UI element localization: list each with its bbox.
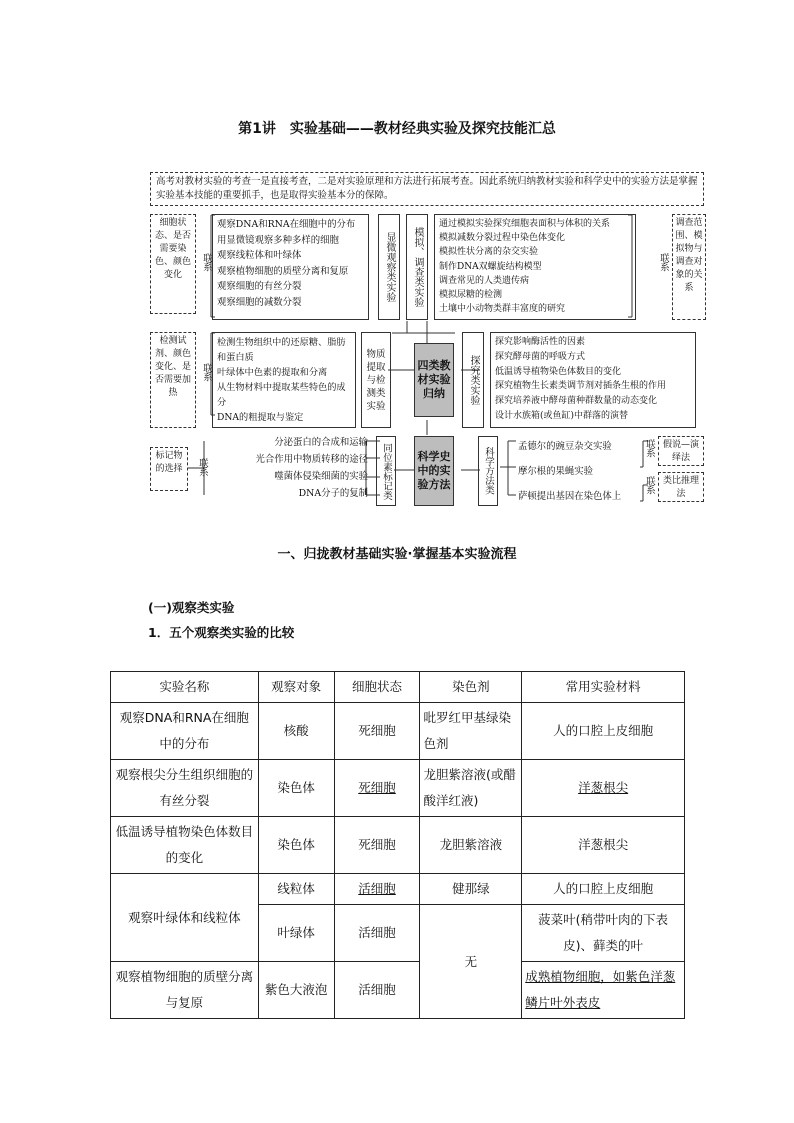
link-label: 联系 [658, 253, 669, 272]
list-item: 土壤中小动物类群丰富度的研究 [439, 304, 566, 315]
link-label: 联系 [644, 439, 655, 458]
table-cell: 人的口腔上皮细胞 [522, 703, 685, 760]
page-title: 第1讲 实验基础——教材经典实验及探究技能汇总 [238, 121, 556, 137]
table-cell: 吡罗红甲基绿染色剂 [420, 703, 522, 760]
list-item: 从生物材料中提取某些特色的成分 [217, 382, 346, 408]
table-cell: 龙胆紫溶液(或醋酸洋红液) [420, 760, 522, 817]
table-cell: 成熟植物细胞，如紫色洋葱鳞片叶外表皮 [522, 962, 685, 1019]
category-observe: 显微观察类实验 [378, 214, 400, 320]
list-item: 模拟尿糖的检测 [439, 290, 503, 301]
list-item: 探究植物生长素类调节剂对插条生根的作用 [495, 381, 667, 392]
center-four-categories: 四类教材实验归纳 [414, 343, 454, 417]
list-item: 调查常见的人类遗传病 [439, 275, 530, 286]
table-row [111, 962, 685, 1019]
table-cell: 健那绿 [420, 874, 522, 905]
table-cell: 死细胞 [334, 760, 420, 817]
table-row [111, 817, 685, 874]
section-heading: 一、归拢教材基础实验·掌握基本实验流程 [277, 547, 517, 562]
link-label: 联系 [201, 253, 212, 272]
table-row [111, 703, 685, 760]
table-cell: 无 [420, 905, 522, 1019]
category-science: 科学方法类 [478, 436, 498, 506]
list-item: 用显微镜观察多种多样的细胞 [217, 234, 339, 246]
list-item: 探究培养液中酵母菌种群数量的动态变化 [495, 396, 658, 407]
table-cell: 观察植物细胞的质壁分离与复原 [111, 962, 259, 1019]
side-survey: 调查范围、模拟物与调查对象的关系 [672, 214, 706, 320]
column-header: 常用实验材料 [522, 672, 685, 703]
table-cell: 核酸 [258, 703, 334, 760]
list-item: 通过模拟实验探究细胞表面积与体积的关系 [439, 219, 611, 229]
list-item: 观察植物细胞的质壁分离和复原 [217, 265, 349, 277]
table-cell: 死细胞 [334, 817, 420, 874]
isotope-list [212, 434, 368, 502]
side-reagent: 检测试剂、颜色变化、是否需要加热 [150, 332, 196, 428]
column-header: 观察对象 [258, 672, 334, 703]
table-cell: 低温诱导植物染色体数目的变化 [111, 817, 259, 874]
list-item: 观察细胞的有丝分裂 [217, 281, 302, 292]
table-cell: 活细胞 [334, 874, 420, 905]
table-header-row [111, 672, 685, 703]
explore-list [490, 332, 696, 428]
category-explore: 探究类实验 [462, 332, 484, 428]
link-label: 联系 [201, 363, 212, 382]
table-row [111, 874, 685, 905]
table-cell: 死细胞 [334, 703, 420, 760]
list-item: 模拟性状分离的杂交实验 [439, 247, 539, 258]
column-header: 染色剂 [420, 672, 522, 703]
list-item: DNA分子的复制 [298, 488, 368, 499]
table-cell: 观察叶绿体和线粒体 [111, 874, 259, 962]
table-cell: 紫色大液泡 [258, 962, 334, 1019]
list-item: 叶绿体中色素的提取和分离 [217, 367, 328, 378]
side-cell-state: 细胞状态、是否需要染色、颜色变化 [150, 214, 196, 314]
center-science-history: 科学史中的实验方法 [414, 436, 454, 506]
side-analogy: 类比推理法 [658, 472, 704, 502]
category-isotope: 同位素标记类 [376, 436, 396, 506]
list-item: 观察DNA和RNA在细胞中的分布 [217, 219, 356, 230]
table-cell: 染色体 [258, 760, 334, 817]
list-item: 设计水族箱(或鱼缸)中群落的演替 [495, 410, 629, 421]
list-item: 摩尔根的果蝇实验 [518, 466, 594, 477]
table-cell: 洋葱根尖 [522, 760, 685, 817]
column-header: 实验名称 [111, 672, 259, 703]
link-label: 联系 [197, 458, 208, 477]
observe-list [212, 214, 369, 320]
table-row [111, 760, 685, 817]
category-extract: 物质提取与检测类实验 [361, 332, 391, 428]
table-cell: 龙胆紫溶液 [420, 817, 522, 874]
model-list [434, 214, 636, 320]
table-cell: 洋葱根尖 [522, 817, 685, 874]
table-cell: 线粒体 [258, 874, 334, 905]
list-item: 孟德尔的豌豆杂交实验 [518, 441, 612, 452]
table-cell: 活细胞 [334, 962, 420, 1019]
table-cell: 活细胞 [334, 905, 420, 962]
list-item: 探究酵母菌的呼吸方式 [495, 351, 586, 362]
table-cell: 菠菜叶(稍带叶肉的下表皮)、藓类的叶 [522, 905, 685, 962]
table-cell: 叶绿体 [258, 905, 334, 962]
list-item: 制作DNA双螺旋结构模型 [439, 261, 542, 272]
list-item: 观察细胞的减数分裂 [217, 296, 302, 308]
sub-sub-heading: 1．五个观察类实验的比较 [148, 625, 295, 640]
column-header: 细胞状态 [334, 672, 420, 703]
category-model: 模拟、调查类实验 [406, 214, 428, 320]
intro-box: 高考对教材实验的考查一是直接考查，二是对实验原理和方法进行拓展考查。因此系统归纳教材实验和科学史中的实验方法是掌握实验基本技能的重要抓手，也是取得实验基本分的保障。 [150, 172, 704, 206]
list-item: 检测生物组织中的还原糖、脂肪和蛋白质 [217, 337, 346, 363]
link-label: 联系 [644, 476, 655, 495]
extract-list [212, 332, 356, 428]
list-item: 模拟减数分裂过程中染色体变化 [439, 233, 566, 244]
list-item: 分泌蛋白的合成和运输 [274, 437, 368, 448]
sub-heading: (一)观察类实验 [148, 600, 235, 615]
side-hypothesis: 假说—演绎法 [658, 436, 704, 466]
side-marker: 标记物的选择 [150, 447, 188, 491]
list-item: DNA的粗提取与鉴定 [217, 412, 304, 423]
list-item: 探究影响酶活性的因素 [495, 337, 586, 347]
list-item: 萨顿提出基因在染色体上 [518, 491, 622, 502]
comparison-table [110, 671, 685, 1019]
list-item: 光合作用中物质转移的途径 [255, 454, 368, 465]
list-item: 低温诱导植物染色体数目的变化 [495, 366, 622, 377]
list-item: 噬菌体侵染细菌的实验 [274, 471, 368, 482]
table-cell: 观察DNA和RNA在细胞中的分布 [111, 703, 259, 760]
table-cell: 人的口腔上皮细胞 [522, 874, 685, 905]
science-list [518, 434, 648, 509]
table-cell: 观察根尖分生组织细胞的有丝分裂 [111, 760, 259, 817]
table-cell: 染色体 [258, 817, 334, 874]
list-item: 观察线粒体和叶绿体 [217, 250, 302, 261]
